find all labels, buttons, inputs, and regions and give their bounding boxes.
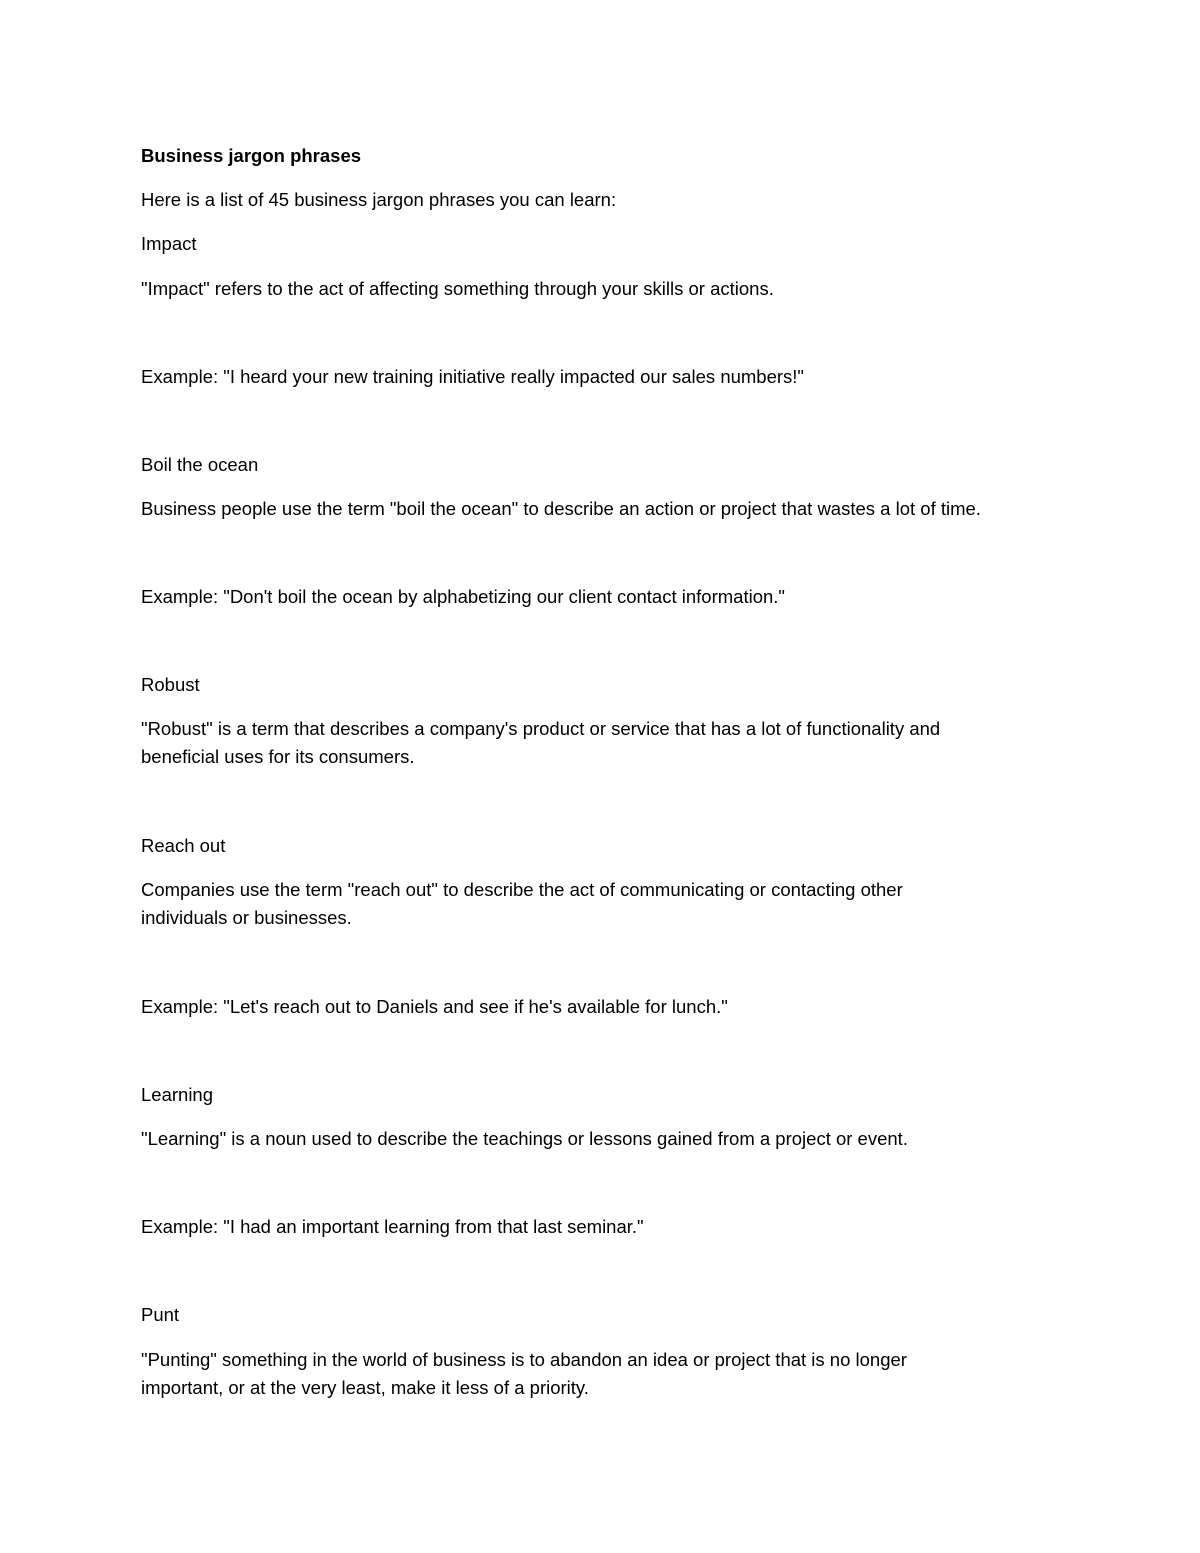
definition-punt: "Punting" something in the world of business is to abandon an idea or project that is no longer important, or at the very least, make it less of a priority. — [141, 1349, 907, 1398]
definition-reach-out: Companies use the term "reach out" to describe the act of communicating or contacting other individuals or businesses. — [141, 879, 903, 928]
term-impact: Impact — [141, 233, 197, 254]
example-impact: Example: "I heard your new training initiative really impacted our sales numbers!" — [141, 366, 805, 387]
term-robust: Robust — [141, 674, 200, 695]
document-intro: Here is a list of 45 business jargon phrases you can learn: — [141, 189, 617, 210]
definition-learning: "Learning" is a noun used to describe the teachings or lessons gained from a project or event. — [141, 1128, 908, 1149]
definition-boil-the-ocean: Business people use the term "boil the ocean" to describe an action or project that wastes a lot of time. — [141, 498, 981, 519]
example-boil-the-ocean: Example: "Don't boil the ocean by alphabetizing our client contact information." — [141, 586, 785, 607]
term-reach-out: Reach out — [141, 835, 226, 856]
document-heading: Business jargon phrases — [141, 145, 362, 166]
definition-robust: "Robust" is a term that describes a company's product or service that has a lot of functionality and beneficial uses for its consumers. — [141, 718, 941, 767]
term-boil-the-ocean: Boil the ocean — [141, 454, 259, 475]
example-learning: Example: "I had an important learning from that last seminar." — [141, 1216, 644, 1237]
example-reach-out: Example: "Let's reach out to Daniels and see if he's available for lunch." — [141, 996, 728, 1017]
term-learning: Learning — [141, 1084, 214, 1105]
term-punt: Punt — [141, 1304, 180, 1325]
definition-impact: "Impact" refers to the act of affecting something through your skills or actions. — [141, 278, 774, 299]
